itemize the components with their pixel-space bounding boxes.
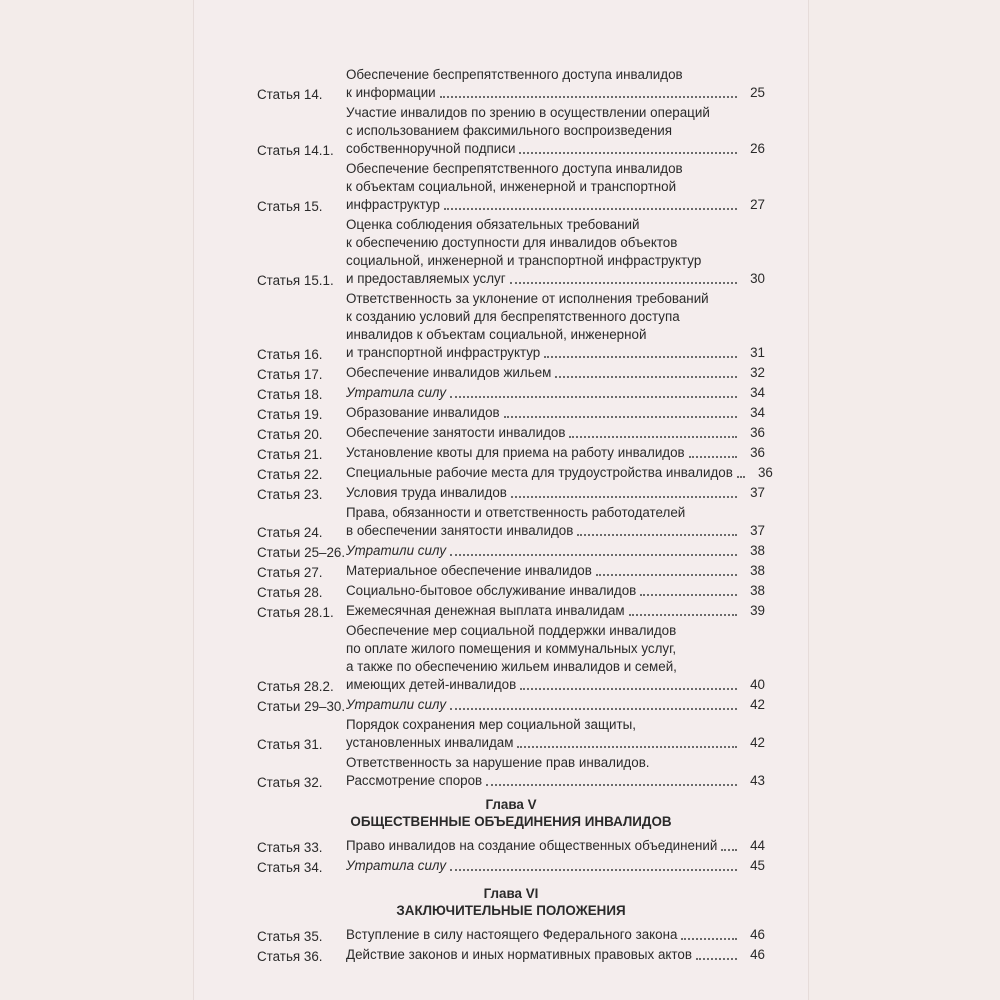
article-title <box>346 424 765 442</box>
toc-entry <box>257 424 765 442</box>
title-line: Утратили силу <box>346 543 447 558</box>
title-line: к объектам социальной, инженерной и транспортной <box>346 179 677 194</box>
dot-leader <box>629 614 737 616</box>
article-title <box>346 582 765 600</box>
title-line: Обеспечение мер социальной поддержки инвалидов <box>346 623 677 638</box>
title-last-line <box>346 734 765 752</box>
article-label: Статья 34. <box>257 860 323 875</box>
title-line: Обеспечение инвалидов жильем <box>346 365 552 380</box>
dot-leader <box>544 356 737 358</box>
page-number: 38 <box>750 583 765 598</box>
page-number: 42 <box>750 735 765 750</box>
toc-entry <box>257 716 765 752</box>
article-label: Статья 27. <box>257 565 323 580</box>
article-label: Статьи 25–26. <box>257 545 346 560</box>
page-number: 25 <box>750 85 765 100</box>
title-last-line <box>346 522 765 540</box>
page-number: 32 <box>750 365 765 380</box>
article-title <box>346 404 765 422</box>
toc-entry <box>257 602 765 620</box>
article-title <box>346 696 765 714</box>
title-line: Рассмотрение споров <box>346 773 483 788</box>
toc-entry <box>257 484 765 502</box>
dot-leader <box>504 416 737 418</box>
title-line: Обеспечение занятости инвалидов <box>346 425 566 440</box>
dot-leader <box>696 958 737 960</box>
page-number: 26 <box>750 141 765 156</box>
page-number: 38 <box>750 563 765 578</box>
article-title <box>346 926 765 944</box>
article-label: Статья 24. <box>257 525 323 540</box>
toc-entry <box>257 464 773 482</box>
title-line: по оплате жилого помещения и коммунальных услуг, <box>346 641 677 656</box>
title-line: Права, обязанности и ответственность работодателей <box>346 505 686 520</box>
dot-leader <box>689 456 737 458</box>
title-line: Оценка соблюдения обязательных требований <box>346 217 640 232</box>
title-line: Участие инвалидов по зрению в осуществлении операций <box>346 105 710 120</box>
title-last-line <box>346 404 765 422</box>
article-label: Статья 15. <box>257 199 323 214</box>
article-label: Статья 22. <box>257 467 323 482</box>
toc-entry <box>257 444 765 462</box>
title-last-line <box>346 344 765 362</box>
title-line: Установление квоты для приема на работу инвалидов <box>346 445 685 460</box>
page-number: 37 <box>750 523 765 538</box>
dot-leader <box>444 208 737 210</box>
title-last-line <box>346 582 765 600</box>
dot-leader <box>450 396 737 398</box>
dot-leader <box>520 688 737 690</box>
dot-leader <box>577 534 737 536</box>
article-label: Статья 35. <box>257 929 323 944</box>
article-title <box>346 484 765 502</box>
title-line: имеющих детей-инвалидов <box>346 677 517 692</box>
article-label: Статья 18. <box>257 387 323 402</box>
title-last-line <box>346 424 765 442</box>
dot-leader <box>721 849 737 851</box>
title-line: и предоставляемых услуг <box>346 271 506 286</box>
title-last-line <box>346 837 765 855</box>
toc-group-c <box>257 926 765 964</box>
toc-entry <box>257 160 765 214</box>
chapter-number: Глава V <box>485 797 537 812</box>
article-title <box>346 754 765 790</box>
toc-entry <box>257 216 765 288</box>
article-label: Статья 32. <box>257 775 323 790</box>
article-title <box>346 384 765 402</box>
toc-entry <box>257 66 765 102</box>
article-title <box>346 716 765 752</box>
title-line: Социально-бытовое обслуживание инвалидов <box>346 583 637 598</box>
page-number: 46 <box>750 927 765 942</box>
title-line: Обеспечение беспрепятственного доступа инвалидов <box>346 67 683 82</box>
article-title <box>346 542 765 560</box>
title-line: к обеспечению доступности для инвалидов объектов <box>346 235 678 250</box>
dot-leader <box>596 574 737 576</box>
chapter-title: ЗАКЛЮЧИТЕЛЬНЫЕ ПОЛОЖЕНИЯ <box>396 903 626 918</box>
dot-leader <box>519 152 737 154</box>
toc-entry <box>257 384 765 402</box>
title-last-line <box>346 562 765 580</box>
toc-entry <box>257 504 765 540</box>
article-title <box>346 216 765 288</box>
page-number: 34 <box>750 385 765 400</box>
title-line: инфраструктур <box>346 197 440 212</box>
title-line: собственноручной подписи <box>346 141 516 156</box>
article-label: Статья 23. <box>257 487 323 502</box>
dot-leader <box>440 96 737 98</box>
title-line: Ответственность за нарушение прав инвалидов. <box>346 755 650 770</box>
article-title <box>346 444 765 462</box>
title-line: к информации <box>346 85 436 100</box>
title-line: Действие законов и иных нормативных правовых актов <box>346 947 692 962</box>
title-line: установленных инвалидам <box>346 735 514 750</box>
article-label: Статья 15.1. <box>257 273 334 288</box>
article-label: Статья 28.1. <box>257 605 334 620</box>
article-title <box>346 622 765 694</box>
article-title <box>346 946 765 964</box>
article-label: Статья 20. <box>257 427 323 442</box>
dot-leader <box>681 938 737 940</box>
title-line: Утратила силу <box>346 858 447 873</box>
title-last-line <box>346 84 765 102</box>
title-line: социальной, инженерной и транспортной инфраструктур <box>346 253 702 268</box>
page-number: 34 <box>750 405 765 420</box>
title-last-line <box>346 364 765 382</box>
toc-entry <box>257 582 765 600</box>
article-label: Статья 14.1. <box>257 143 334 158</box>
title-line: Вступление в силу настоящего Федерального закона <box>346 927 678 942</box>
title-line: Образование инвалидов <box>346 405 500 420</box>
article-label: Статьи 29–30. <box>257 699 346 714</box>
dot-leader <box>486 784 737 786</box>
page-number: 40 <box>750 677 765 692</box>
page-number: 43 <box>750 773 765 788</box>
toc-entry <box>257 754 765 790</box>
toc-entry <box>257 290 765 362</box>
dot-leader <box>555 376 737 378</box>
toc-entry <box>257 696 765 714</box>
title-last-line <box>346 926 765 944</box>
dot-leader <box>511 496 737 498</box>
toc-entry <box>257 837 765 855</box>
title-line: а также по обеспечению жильем инвалидов и семей, <box>346 659 677 674</box>
title-last-line <box>346 602 765 620</box>
toc-entry <box>257 404 765 422</box>
title-last-line <box>346 464 773 482</box>
toc-entry <box>257 622 765 694</box>
title-line: с использованием факсимильного воспроизведения <box>346 123 672 138</box>
title-line: Ответственность за уклонение от исполнения требований <box>346 291 709 306</box>
page-number: 42 <box>750 697 765 712</box>
page-number: 36 <box>757 465 773 480</box>
title-last-line <box>346 384 765 402</box>
toc-group-b <box>257 837 765 875</box>
article-title <box>346 562 765 580</box>
title-line: Утратила силу <box>346 385 447 400</box>
article-title <box>346 364 765 382</box>
article-title <box>346 504 765 540</box>
dot-leader <box>569 436 737 438</box>
chapter-title: ОБЩЕСТВЕННЫЕ ОБЪЕДИНЕНИЯ ИНВАЛИДОВ <box>350 814 672 829</box>
dot-leader <box>517 746 737 748</box>
article-title <box>346 837 765 855</box>
title-line: в обеспечении занятости инвалидов <box>346 523 574 538</box>
article-label: Статья 28. <box>257 585 323 600</box>
article-title <box>346 464 773 482</box>
article-title <box>346 602 765 620</box>
dot-leader <box>450 869 737 871</box>
page-number: 31 <box>750 345 765 360</box>
article-label: Статья 14. <box>257 87 323 102</box>
article-label: Статья 36. <box>257 949 323 964</box>
dot-leader <box>640 594 737 596</box>
toc-entry <box>257 364 765 382</box>
title-line: инвалидов к объектам социальной, инженерной <box>346 327 647 342</box>
title-last-line <box>346 946 765 964</box>
title-line: Условия труда инвалидов <box>346 485 507 500</box>
page-number: 39 <box>750 603 765 618</box>
article-title <box>346 66 765 102</box>
dot-leader <box>450 708 737 710</box>
toc-entry <box>257 542 765 560</box>
toc-entry <box>257 104 765 158</box>
page-number: 27 <box>750 197 765 212</box>
title-last-line <box>346 696 765 714</box>
title-line: Материальное обеспечение инвалидов <box>346 563 592 578</box>
toc-entry <box>257 562 765 580</box>
title-line: Ежемесячная денежная выплата инвалидам <box>346 603 625 618</box>
article-label: Статья 33. <box>257 840 323 855</box>
article-label: Статья 21. <box>257 447 323 462</box>
dot-leader <box>510 282 737 284</box>
article-title <box>346 104 765 158</box>
title-line: Обеспечение беспрепятственного доступа инвалидов <box>346 161 683 176</box>
page-number: 36 <box>750 445 765 460</box>
toc-group-a <box>257 66 773 790</box>
page-number: 36 <box>750 425 765 440</box>
page-number: 45 <box>750 858 765 873</box>
article-title <box>346 857 765 875</box>
page-number: 44 <box>750 838 765 853</box>
article-title <box>346 290 765 362</box>
title-line: Специальные рабочие места для трудоустройства инвалидов <box>346 465 733 480</box>
title-last-line <box>346 484 765 502</box>
article-label: Статья 31. <box>257 737 323 752</box>
title-line: к созданию условий для беспрепятственного доступа <box>346 309 680 324</box>
table-of-contents <box>257 66 773 966</box>
title-last-line <box>346 140 765 158</box>
page-number: 46 <box>750 947 765 962</box>
page-number: 38 <box>750 543 765 558</box>
toc-entry <box>257 857 765 875</box>
toc-entry <box>257 926 765 944</box>
title-line: Утратили силу <box>346 697 447 712</box>
title-last-line <box>346 196 765 214</box>
title-last-line <box>346 857 765 875</box>
title-last-line <box>346 542 765 560</box>
article-label: Статья 16. <box>257 347 323 362</box>
title-last-line <box>346 444 765 462</box>
dot-leader <box>450 554 737 556</box>
article-label: Статья 17. <box>257 367 323 382</box>
title-line: Право инвалидов на создание общественных объединений <box>346 838 718 853</box>
title-line: и транспортной инфраструктур <box>346 345 541 360</box>
chapter-number: Глава VI <box>483 886 539 901</box>
toc-entry <box>257 946 765 964</box>
page-number: 30 <box>750 271 765 286</box>
title-last-line <box>346 676 765 694</box>
page-number: 37 <box>750 485 765 500</box>
title-last-line <box>346 772 765 790</box>
dot-leader <box>737 476 745 478</box>
article-label: Статья 28.2. <box>257 679 334 694</box>
article-label: Статья 19. <box>257 407 323 422</box>
title-last-line <box>346 270 765 288</box>
title-line: Порядок сохранения мер социальной защиты, <box>346 717 636 732</box>
article-title <box>346 160 765 214</box>
